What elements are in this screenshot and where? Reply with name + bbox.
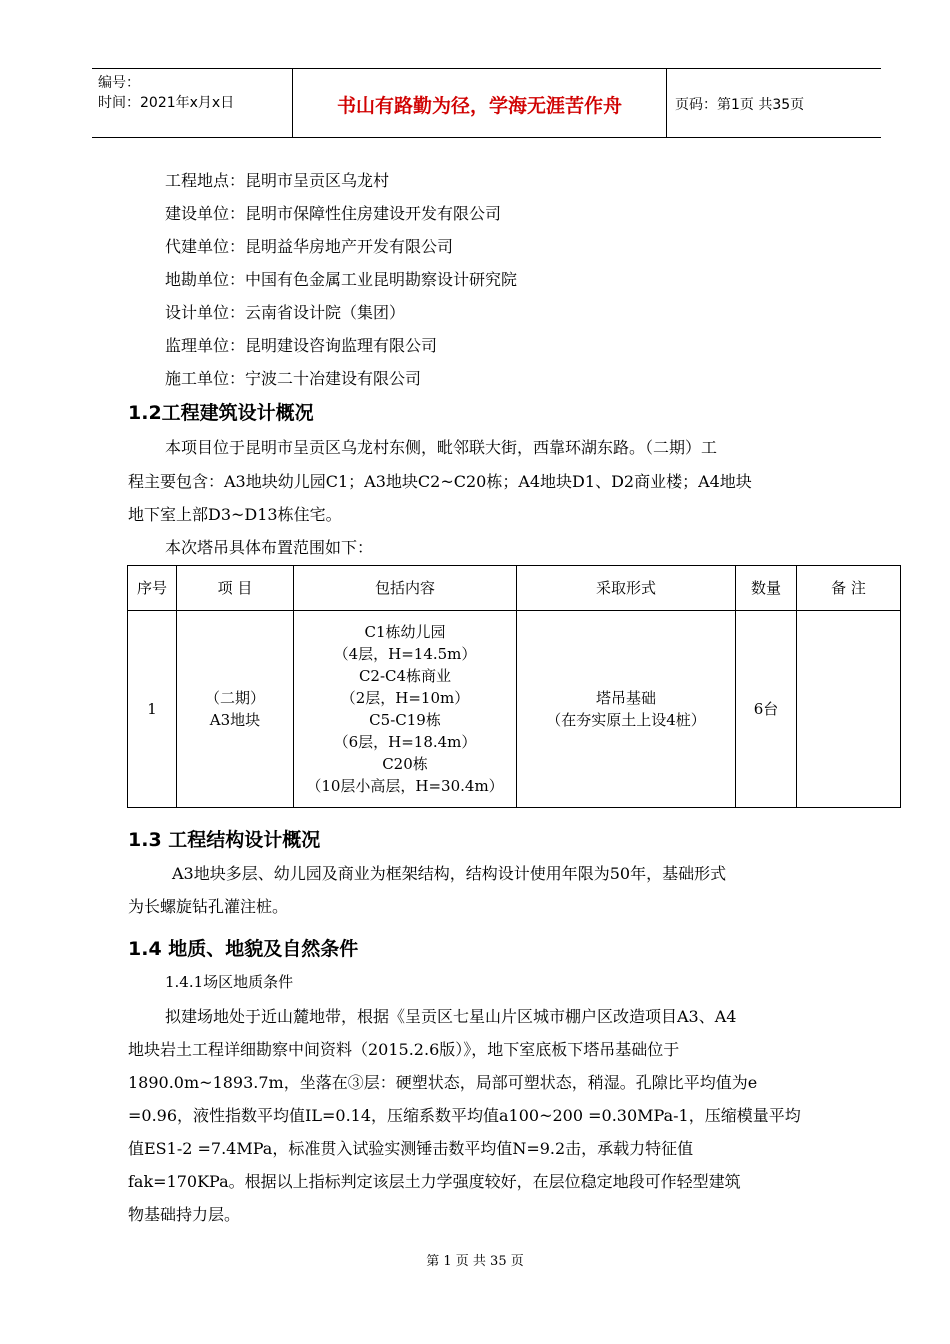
cell-no: 1 (128, 611, 177, 808)
header-cell-qty: 数量 (736, 566, 797, 611)
cell-note (797, 611, 901, 808)
table-header-row (128, 566, 901, 611)
info-line (165, 333, 437, 356)
info-value: 昆明益华房地产开发有限公司 (245, 237, 454, 256)
info-label: 代建单位： (165, 237, 246, 256)
cell-line: C20栋 (382, 755, 428, 773)
info-value: 昆明市保障性住房建设开发有限公司 (245, 204, 502, 223)
info-line (165, 201, 501, 224)
table-row (128, 611, 901, 808)
info-label: 建设单位： (165, 204, 246, 223)
header-cell-no: 序号 (128, 566, 177, 611)
info-line (165, 267, 517, 290)
doc-number-label: 编号： (98, 75, 140, 91)
info-line (165, 300, 405, 323)
paragraph-line: 本次塔吊具体布置范围如下： (165, 538, 374, 557)
paragraph-line: A3地块多层、幼儿园及商业为框架结构，结构设计使用年限为50年，基础形式 (172, 864, 727, 883)
info-value: 昆明市呈贡区乌龙村 (245, 171, 390, 190)
cell-line: （2层，H=10m） (340, 689, 470, 707)
info-value: 宁波二十冶建设有限公司 (245, 369, 422, 388)
header-motto: 书山有路勤为径，学海无涯苦作舟 (336, 95, 622, 117)
cell-line: （10层小高层，H=30.4m） (306, 777, 504, 795)
cell-line: 塔吊基础 (595, 689, 656, 707)
header-cell-form: 采取形式 (517, 566, 736, 611)
cell-form (517, 611, 736, 808)
cell-line: （4层，H=14.5m） (333, 645, 477, 663)
header-motto-cell (292, 69, 667, 137)
tower-crane-table (127, 565, 901, 808)
header-cell-note: 备 注 (797, 566, 901, 611)
info-value: 昆明建设咨询监理有限公司 (245, 336, 438, 355)
info-label: 施工单位： (165, 369, 246, 388)
header-meta (92, 69, 292, 137)
info-line (165, 234, 453, 257)
cell-qty: 6台 (736, 611, 797, 808)
paragraph-line: 地块岩土工程详细勘察中间资料（2015.2.6版）》，地下室底板下塔吊基础位于 (128, 1040, 680, 1059)
cell-item (177, 611, 294, 808)
info-value: 中国有色金属工业昆明勘察设计研究院 (245, 270, 518, 289)
header-page-info: 页码：第1页 共35页 (675, 97, 805, 113)
cell-line: C5-C19栋 (369, 711, 441, 729)
cell-line: （二期） (204, 689, 265, 707)
cell-line: C2-C4栋商业 (358, 667, 452, 685)
section-heading-1-3: 1.3 工程结构设计概况 (128, 829, 321, 851)
paragraph-line: 值ES1-2 =7.4MPa，标准贯入试验实测锤击数平均值N=9.2击，承载力特征值 (128, 1139, 694, 1158)
info-label: 地勘单位： (165, 270, 246, 289)
cell-line: A3地块 (209, 711, 261, 729)
paragraph-line: 1890.0m~1893.7m，坐落在③层：硬塑状态，局部可塑状态，稍湿。孔隙比平均值为e (128, 1073, 758, 1092)
info-label: 工程地点： (165, 171, 246, 190)
info-label: 监理单位： (165, 336, 246, 355)
info-value: 云南省设计院（集团） (245, 303, 406, 322)
cell-content (294, 611, 517, 808)
subsection-heading: 1.4.1场区地质条件 (165, 973, 294, 991)
paragraph-line: 本项目位于昆明市呈贡区乌龙村东侧，毗邻联大街，西靠环湖东路。（二期）工 (165, 438, 718, 457)
paragraph-line: fak=170KPa。根据以上指标判定该层土力学强度较好，在层位稳定地段可作轻型建筑 (128, 1172, 741, 1191)
info-line (165, 168, 389, 191)
cell-line: （6层，H=18.4m） (333, 733, 477, 751)
paragraph-line: =0.96，液性指数平均值IL=0.14，压缩系数平均值a100~200 =0.30MPa-1，压缩模量平均 (128, 1106, 801, 1125)
paragraph-line: 地下室上部D3~D13栋住宅。 (128, 505, 342, 524)
cell-line: C1栋幼儿园 (364, 623, 446, 641)
paragraph-line: 拟建场地处于近山麓地带，根据《呈贡区七星山片区城市棚户区改造项目A3、A4 (165, 1007, 737, 1026)
paragraph-line: 程主要包含：A3地块幼儿园C1；A3地块C2~C20栋；A4地块D1、D2商业楼；A4地块 (128, 472, 752, 491)
section-heading-1-4: 1.4 地质、地貌及自然条件 (128, 938, 359, 960)
info-label: 设计单位： (165, 303, 246, 322)
cell-line: （在夯实原土上设4桩） (546, 711, 706, 729)
info-line (165, 366, 421, 389)
header-page-cell (667, 69, 881, 137)
doc-time: 时间：2021年x月x日 (98, 95, 235, 111)
page-footer: 第 1 页 共 35 页 (426, 1254, 524, 1269)
header-cell-item: 项 目 (177, 566, 294, 611)
page-header (92, 68, 881, 138)
header-cell-content: 包括内容 (294, 566, 517, 611)
paragraph-line: 物基础持力层。 (128, 1205, 241, 1224)
section-heading-1-2: 1.2工程建筑设计概况 (128, 402, 314, 424)
paragraph-line: 为长螺旋钻孔灌注桩。 (128, 897, 289, 916)
